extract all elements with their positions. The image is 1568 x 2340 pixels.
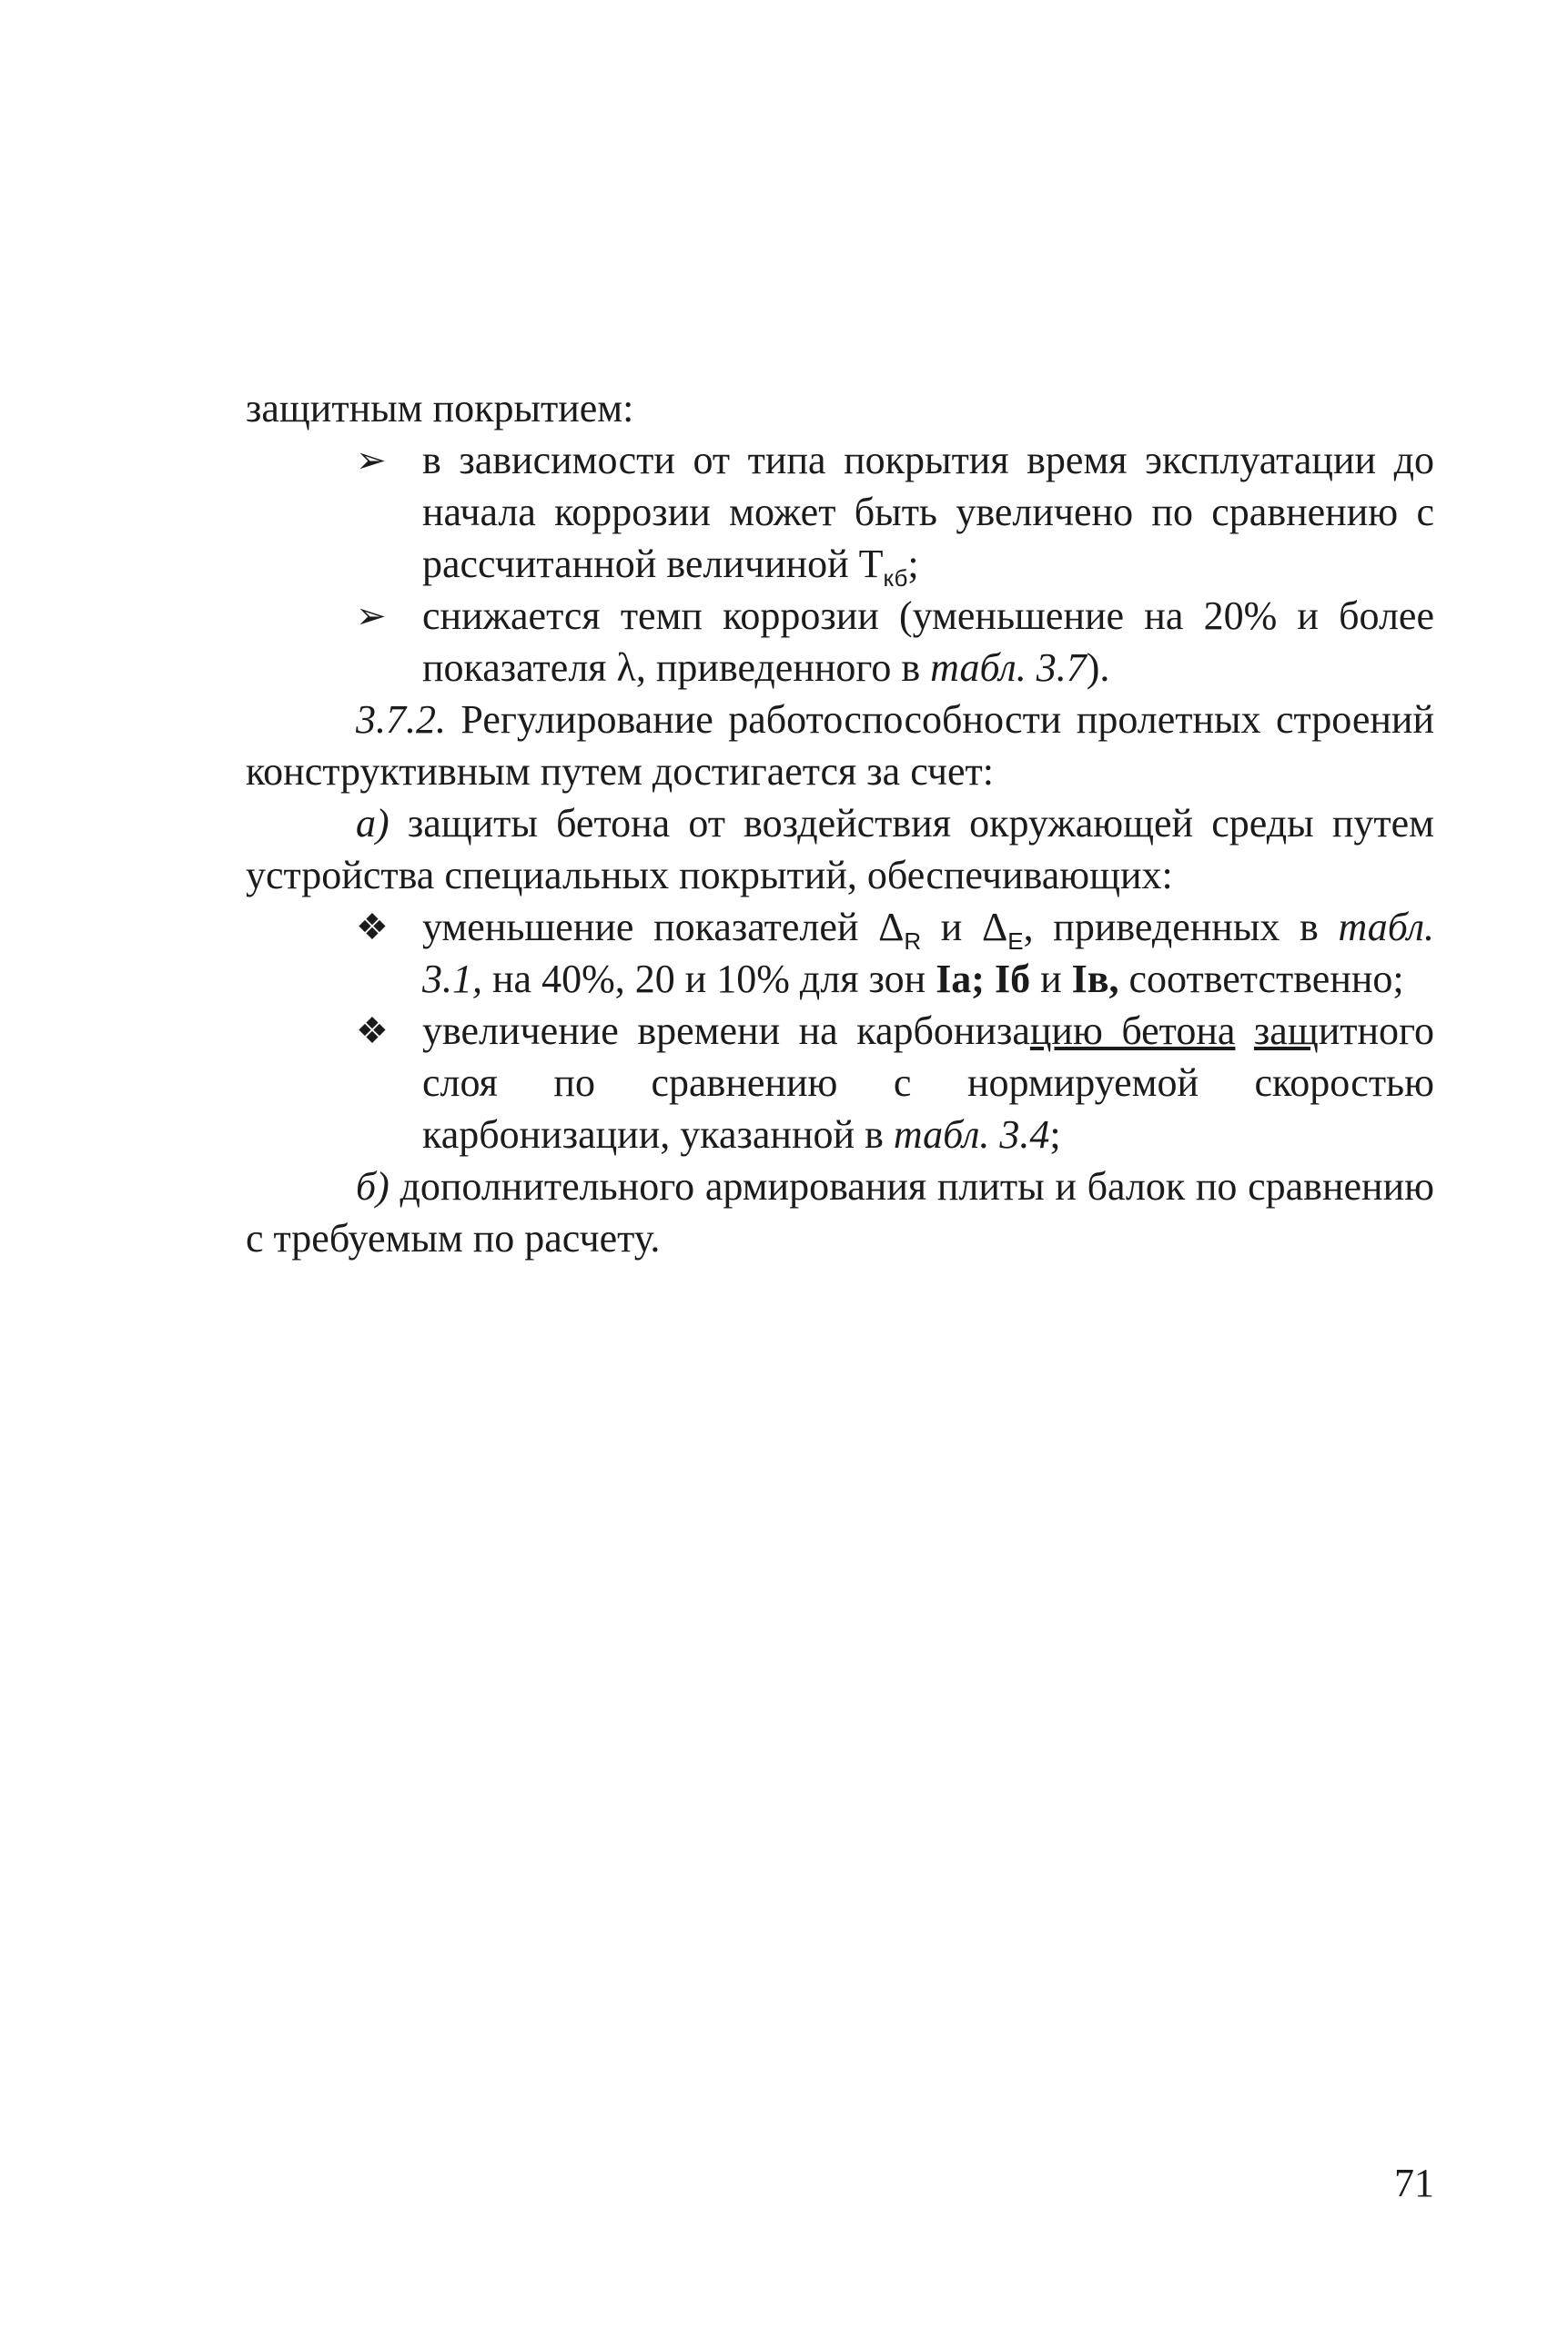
item-text: в зависимости от типа покрытия время эксплуатации до начала коррозии может быть увеличено по сравнению с рассчитанной величиной T xyxy=(422,438,1434,586)
page-number: 71 xyxy=(1394,2161,1434,2205)
item-text: увеличение времени на карбониза xyxy=(422,1008,1030,1053)
arrow-bullet-icon: ➢ xyxy=(356,595,387,636)
item-tail: ). xyxy=(1086,645,1110,690)
item-text: итного слоя по сравнению с нормируемой скоростью карбонизации, указанной в xyxy=(422,1008,1434,1157)
item-b-label: б) xyxy=(356,1164,389,1209)
diamond-bullet-icon: ❖ xyxy=(356,1010,389,1051)
item-b-paragraph xyxy=(246,1160,1434,1264)
item-tail: ; xyxy=(907,542,919,586)
arrow-bullet-icon: ➢ xyxy=(356,440,387,481)
item-a-text: защиты бетона от воздействия окружающей среды путем устройства специальных покрытий, обеспечивающих: xyxy=(246,801,1434,897)
diamond-bullet-icon: ❖ xyxy=(356,907,389,947)
section-paragraph xyxy=(246,694,1434,797)
item-text: и xyxy=(1030,957,1072,1001)
item-tail: соответственно; xyxy=(1118,957,1404,1001)
subscript-r: R xyxy=(904,927,922,955)
item-tail: ; xyxy=(1049,1112,1061,1157)
list-item xyxy=(246,590,1434,694)
underlined-text: цию бетона xyxy=(1029,1008,1236,1053)
zone-label: Iа; xyxy=(936,957,985,1001)
zone-label: Iв, xyxy=(1071,957,1119,1001)
section-text: Регулирование работоспособности пролетных строений конструктивным путем достигается за счет: xyxy=(246,697,1434,794)
subscript-kb: кб xyxy=(883,564,908,592)
subscript-e: E xyxy=(1007,927,1024,955)
section-number: 3.7.2. xyxy=(356,697,446,742)
list-item xyxy=(246,434,1434,590)
item-text: уменьшение показателей Δ xyxy=(422,905,905,949)
arrow-list xyxy=(246,434,1434,694)
list-item xyxy=(246,901,1434,1005)
underlined-text: защ xyxy=(1253,1008,1319,1053)
item-a-label: а) xyxy=(356,801,389,846)
page-text xyxy=(246,382,1434,1264)
table-reference: табл. 3.7 xyxy=(930,645,1087,690)
list-item xyxy=(246,1005,1434,1160)
zone-label: Iб xyxy=(994,957,1031,1001)
item-b-text: дополнительного армирования плиты и балок по сравнению с требуемым по расчету. xyxy=(246,1164,1434,1261)
item-a-paragraph xyxy=(246,797,1434,901)
diamond-list xyxy=(246,901,1434,1160)
table-reference: табл. 3.4 xyxy=(893,1112,1050,1157)
item-text: на 40%, 20 и 10% для зон xyxy=(482,957,936,1001)
intro-line: защитным покрытием: xyxy=(246,386,634,431)
item-text: снижается темп коррозии (уменьшение на 20% и более показателя λ, приведенного в xyxy=(422,593,1434,690)
item-text: , приведенных в xyxy=(1023,905,1339,949)
table-reference: табл. 3.1, xyxy=(422,905,1434,1001)
item-text xyxy=(1235,1008,1254,1053)
item-text: и Δ xyxy=(921,905,1008,949)
